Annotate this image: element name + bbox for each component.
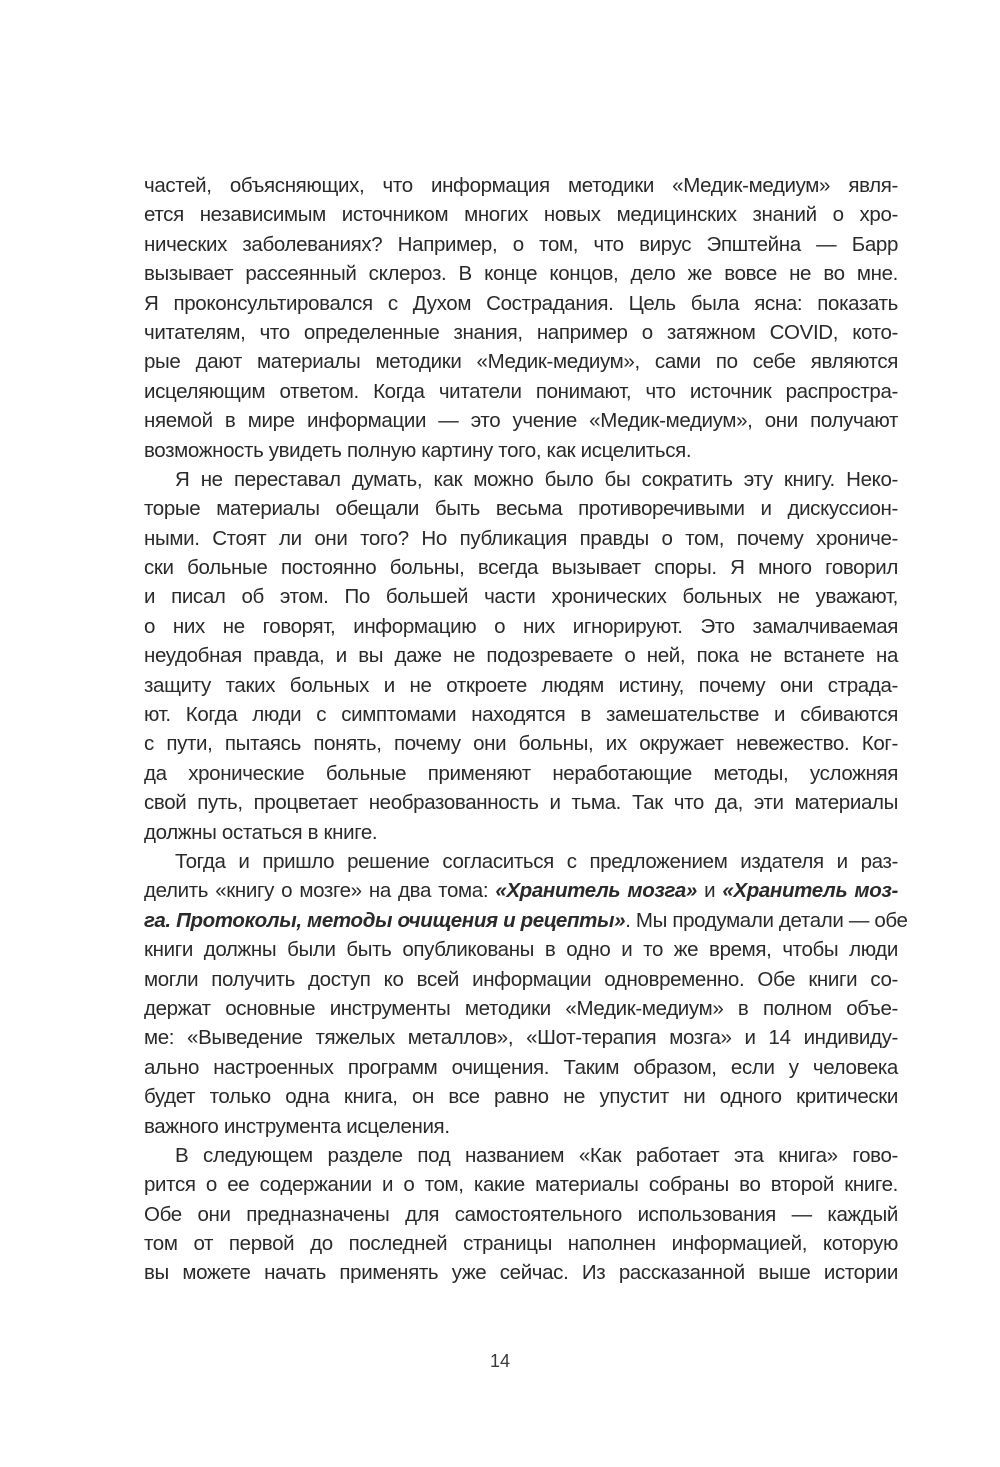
text-line: свой путь, процветает необразованность и тьма. Так что да, эти материалы bbox=[144, 791, 898, 815]
text-line: Я не переставал думать, как можно было бы сократить эту книгу. Неко- bbox=[175, 467, 898, 491]
text-run: могли получить доступ ко всей информации одновременно. Обе книги со- bbox=[144, 967, 898, 991]
text-line bbox=[144, 1112, 898, 1141]
text-line bbox=[144, 847, 898, 876]
text-line: Обе они предназначены для самостоятельного использования — каждый bbox=[144, 1202, 898, 1226]
text-run: делить «книгу о мозге» на два тома: bbox=[144, 879, 496, 903]
text-line: исцеляющим ответом. Когда читатели понимают, что источник распростра- bbox=[144, 379, 898, 403]
text-line: вы можете начать применять уже сейчас. Из рассказанной выше истории bbox=[144, 1261, 898, 1285]
text-line: Я проконсультировался с Духом Сострадания. Цель была ясна: показать bbox=[144, 291, 898, 315]
text-line: торые материалы обещали быть весьма противоречивыми и дискуссион- bbox=[144, 497, 898, 521]
text-line bbox=[144, 1023, 898, 1052]
text-run: и bbox=[696, 879, 723, 903]
text-run: держат основные инструменты методики «Медик-медиум» в полном объе- bbox=[144, 996, 898, 1020]
text-line: вызывает рассеянный склероз. В конце концов, дело же вовсе не во мне. bbox=[144, 262, 898, 286]
text-line: о них не говорят, информацию о них игнорируют. Это замалчиваемая bbox=[144, 614, 898, 638]
paragraph-2 bbox=[144, 465, 898, 847]
text-line: нических заболеваниях? Например, о том, что вирус Эпштейна — Барр bbox=[144, 232, 898, 256]
text-run: ме: «Выведение тяжелых металлов», «Шот-терапия мозга» и 14 индивиду- bbox=[144, 1026, 898, 1050]
text-line: да хронические больные применяют неработающие методы, усложняя bbox=[144, 761, 898, 785]
text-line: возможность увидеть полную картину того, как исцелиться. bbox=[144, 438, 692, 462]
paragraph-4 bbox=[144, 1141, 898, 1288]
text-line: няемой в мире информации — это учение «Медик-медиум», они получают bbox=[144, 409, 898, 433]
body-text bbox=[144, 171, 908, 1288]
text-line: частей, объясняющих, что информация методики «Медик-медиум» явля- bbox=[144, 174, 898, 197]
text-line bbox=[144, 906, 908, 935]
text-line: том от первой до последней страницы наполнен информацией, которую bbox=[144, 1232, 898, 1256]
text-line bbox=[144, 876, 898, 905]
book-title-emphasis: га. Протоколы, методы очищения и рецепты» bbox=[144, 908, 626, 932]
text-line: ется независимым источником многих новых медицинских знаний о хро- bbox=[144, 203, 898, 227]
text-line: должны остаться в книге. bbox=[144, 820, 378, 844]
text-line: неудобная правда, и вы даже не подозреваете о ней, пока не встанете на bbox=[144, 644, 898, 668]
text-line bbox=[144, 965, 898, 994]
text-line: рые дают материалы методики «Медик-медиум», сами по себе являются bbox=[144, 350, 898, 374]
paragraph-3 bbox=[144, 847, 908, 1141]
text-run: важного инструмента исцеления. bbox=[144, 1114, 450, 1138]
text-run: будет только одна книга, он все равно не упустит ни одного критически bbox=[144, 1085, 898, 1109]
text-line bbox=[144, 1082, 898, 1111]
text-run: Тогда и пришло решение согласиться с предложением издателя и раз- bbox=[175, 849, 898, 873]
text-line: и писал об этом. По большей части хронических больных не уважают, bbox=[144, 585, 898, 609]
text-line bbox=[144, 994, 898, 1023]
text-run: ально настроенных программ очищения. Таким образом, если у человека bbox=[144, 1055, 898, 1079]
text-line: рится о ее содержании и о том, какие материалы собраны во второй книге. bbox=[144, 1173, 898, 1197]
text-line bbox=[144, 935, 898, 964]
text-line: защиту таких больных и не откроете людям истину, почему они страда- bbox=[144, 673, 898, 697]
text-run: . Мы продумали детали — обе bbox=[625, 908, 908, 932]
text-line: ют. Когда люди с симптомами находятся в замешательстве и сбиваются bbox=[144, 703, 898, 727]
text-line: с пути, пытаясь понять, почему они больны, их окружает невежество. Ког- bbox=[144, 732, 898, 756]
text-line bbox=[144, 1053, 898, 1082]
text-line: В следующем разделе под названием «Как работает эта книга» гово- bbox=[175, 1143, 898, 1167]
text-run: книги должны были быть опубликованы в одно и то же время, чтобы люди bbox=[144, 938, 898, 962]
text-line: ски больные постоянно больны, всегда вызывает споры. Я много говорил bbox=[144, 556, 898, 580]
text-line: читателям, что определенные знания, например о затяжном COVID, кото- bbox=[144, 320, 898, 344]
book-title-emphasis: «Хранитель моз- bbox=[722, 879, 898, 903]
page-number: 14 bbox=[489, 1351, 511, 1371]
text-line: ными. Стоят ли они того? Но публикация правды о том, почему хрониче- bbox=[144, 526, 898, 550]
paragraph-1 bbox=[144, 171, 898, 465]
book-title-emphasis: «Хранитель мозга» bbox=[495, 879, 697, 903]
